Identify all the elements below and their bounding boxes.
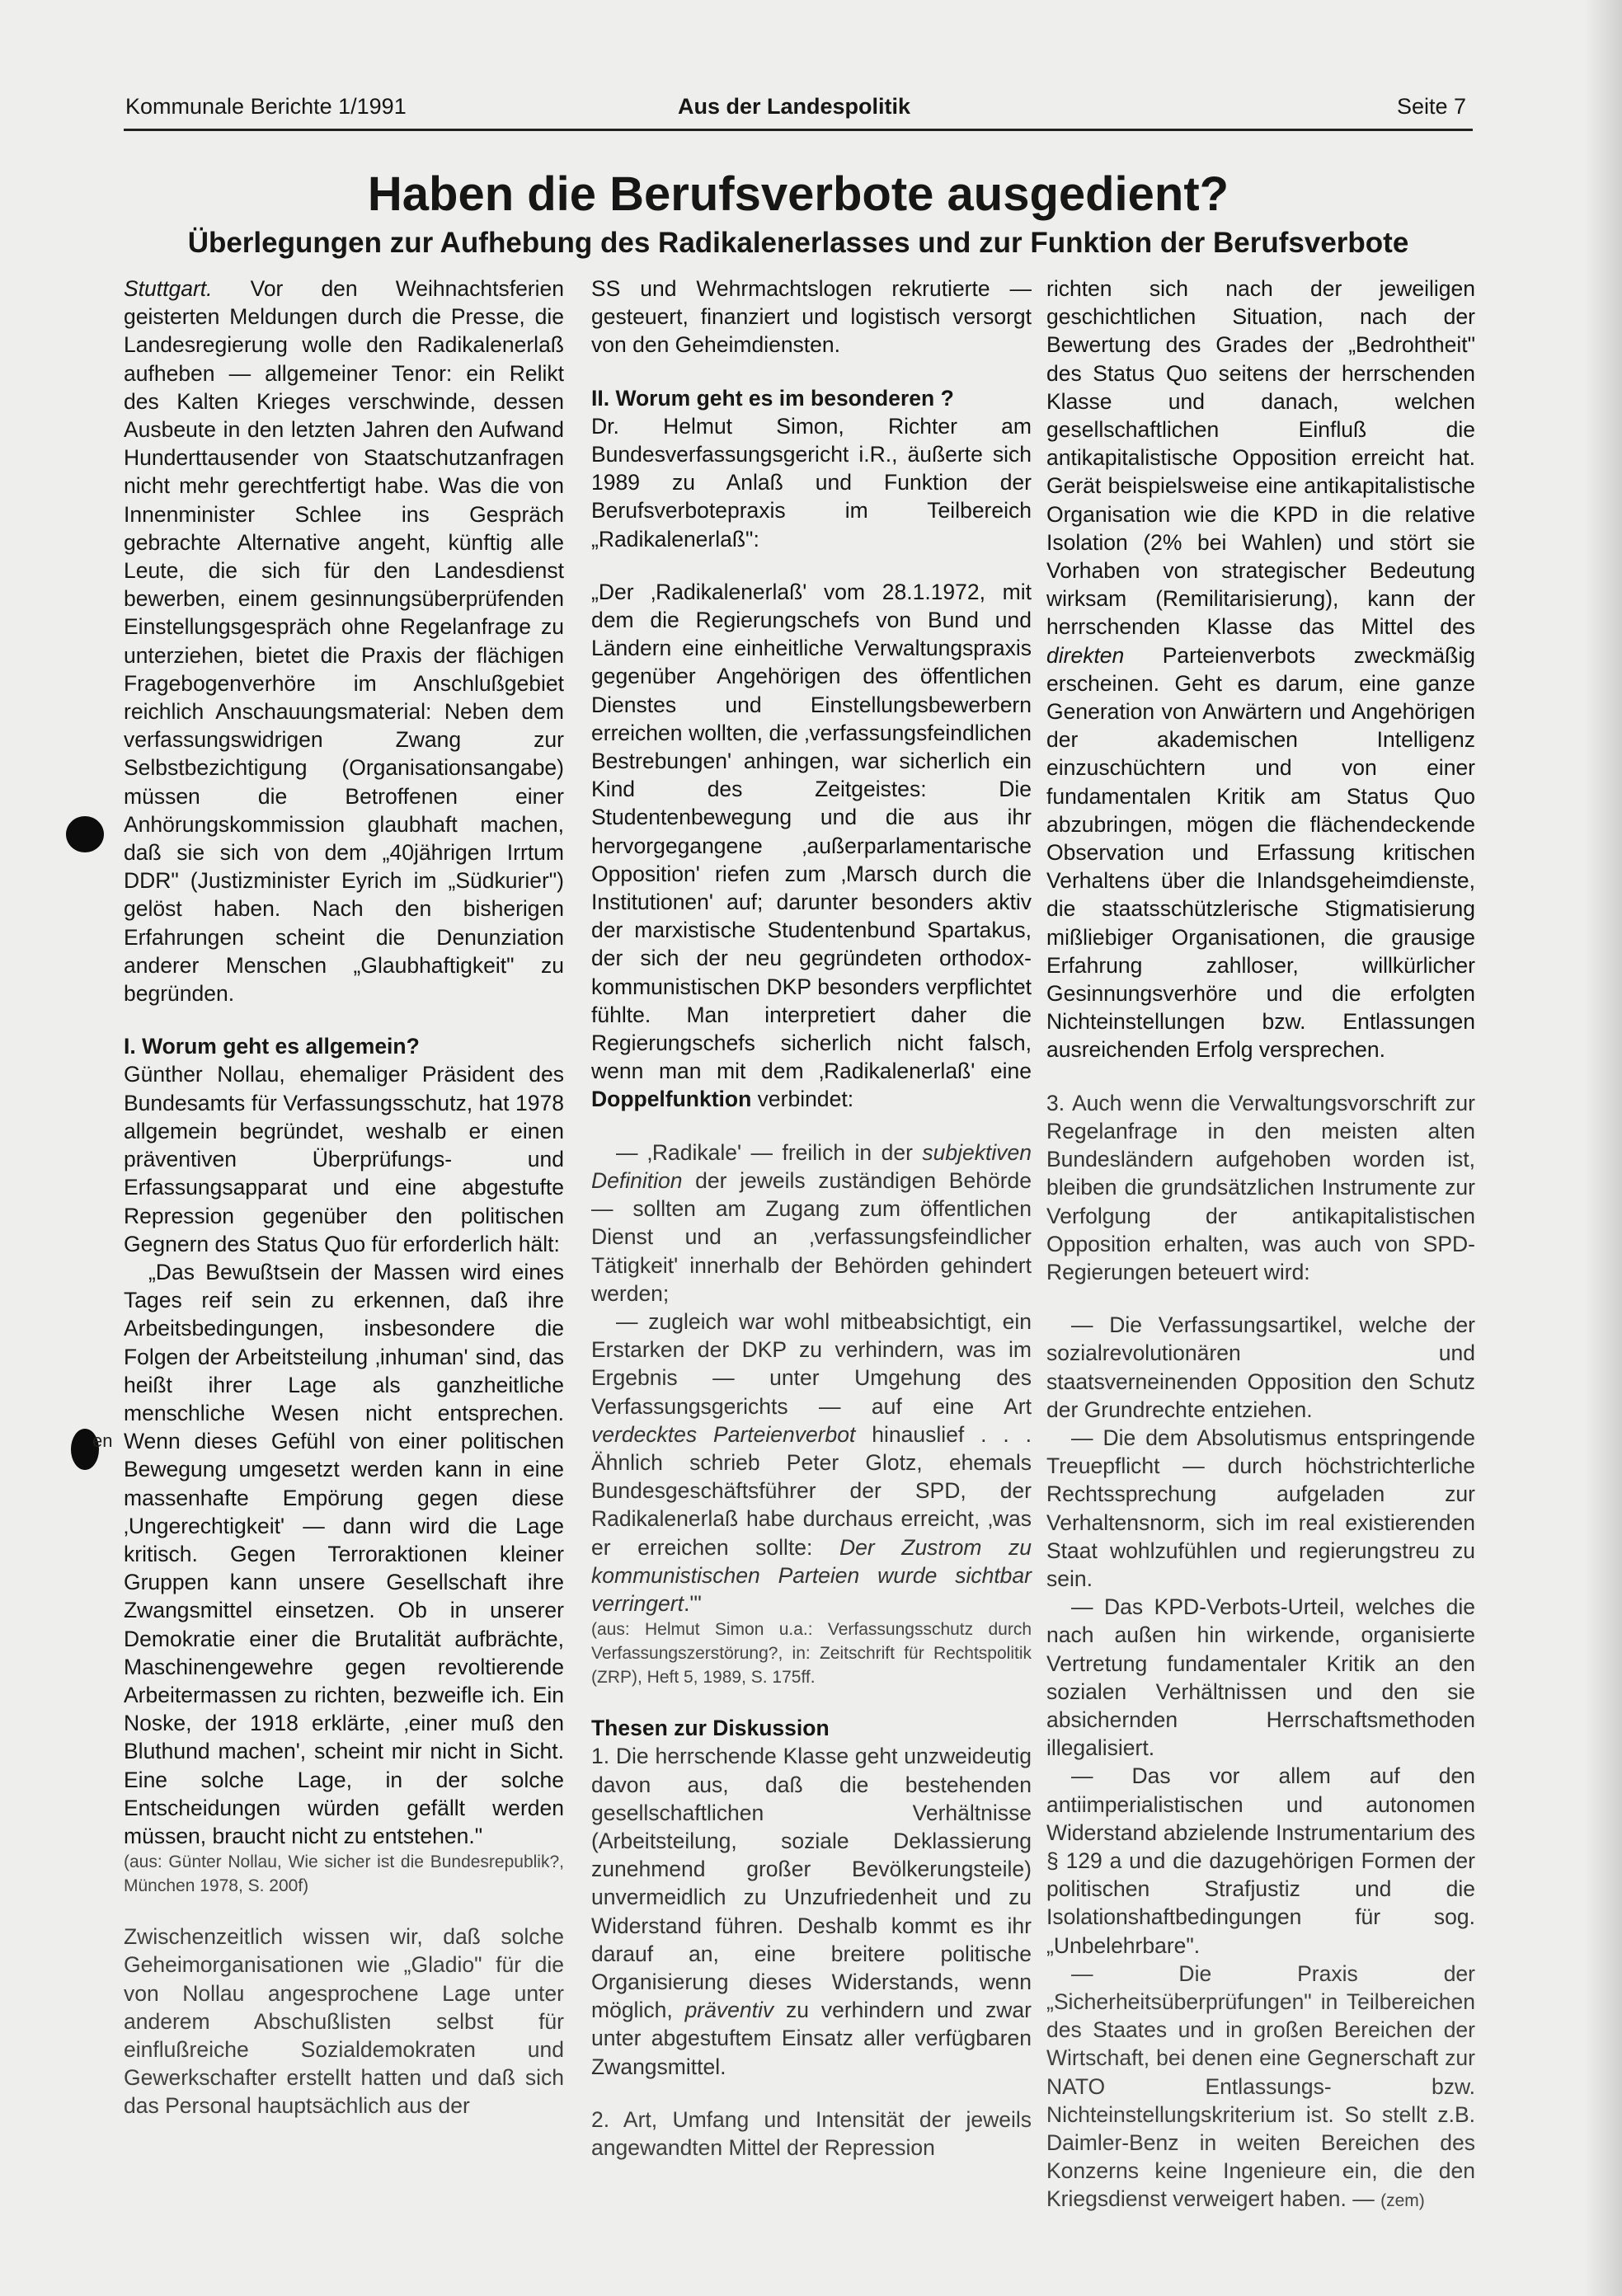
- page-edge-shadow: [1584, 0, 1622, 2296]
- quote-text: verbindet:: [751, 1087, 854, 1112]
- nollau-quote: „Das Bewußtsein der Massen wird eines Tages reif sein zu erkennen, daß ihre Arbeitsbedingungen, insbesondere die Folgen der Arbeitsteilung ‚inhuman' sind, das heißt ihrer Lage als ganzheitliche menschliche Wesen nicht entsprechen. Wenn dieses Gefühl von einer politischen Bewegung umgesetzt werden kann in eine massenhafte Empörung gegen diese ‚Ungerechtigkeit' — dann wird die Lage kritisch. Gegen Terroraktionen kleiner Gruppen kann unsere Gesellschaft ihre Zwangsmittel einsetzen. Ob in unserer Demokratie einer die Brutalität aufbrächte, Maschinengewehre gegen revoltierende Arbeitermassen zu richten, bezweifle ich. Ein Noske, der 1918 erklärte, ‚einer muß den Bluthund machen', scheint mir nicht in Sicht. Eine solche Lage, in der solche Entscheidungen würden gefällt werden müssen, braucht nicht zu entstehen.": [124, 1259, 564, 1848]
- quote-emphasis: verdecktes Parteienverbot: [591, 1421, 856, 1447]
- quote-item: [591, 1308, 1032, 1618]
- quote-item: [591, 1139, 1032, 1308]
- paragraph: Günther Nollau, ehemaliger Präsident des Bundesamts für Verfassungsschutz, hat 1978 allgemein begründet, weshalb er einen präventiven Überprüfungs- und Erfassungsapparat und eine abgestufte Repression gegenüber den politischen Gegnern des Status Quo für erforderlich hält:: [124, 1062, 564, 1256]
- quote-text: „Der ‚Radikalenerlaß' vom 28.1.1972, mit dem die Regierungschefs von Bund und Ländern eine einheitliche Verwaltungspraxis gegenüber Angehörigen des öffentlichen Dienstes und Einstellungsbewerbern erreichen wollten, die ‚verfassungsfeindlichen Bestrebungen' anhingen, war sicherlich ein Kind des Zeitgeistes: Die Studentenbewegung und die aus ihr hervorgegangene ‚außerparlamentarische Opposition' riefen zum ‚Marsch durch die Institutionen' auf; darunter besonders aktiv der marxistische Studentenbund Spartakus, der sich der neu gegründeten orthodox-kommunistischen DKP besonders verpflichtet fühlte. Man interpretiert daher die Regierungschefs sicherlich nicht falsch, wenn man mit dem ‚Radikalenerlaß' eine: [591, 579, 1032, 1084]
- quote-emphasis: Der Zustrom zu kommunistischen Parteien wurde sichtbar verringert: [591, 1534, 1032, 1616]
- quote-text: .'": [683, 1590, 702, 1616]
- dash-item: [1046, 1960, 1475, 2214]
- punch-hole-mark: [66, 816, 104, 852]
- article-headline: Haben die Berufsverbote ausgedient?: [367, 167, 1229, 221]
- author-signature: (zem): [1380, 2191, 1425, 2211]
- quote-emphasis: subjektiven Definition: [591, 1139, 1032, 1193]
- section-title: Aus der Landespolitik: [678, 94, 911, 119]
- paragraph-text: Parteienverbots zweckmäßig erscheinen. Geht es darum, eine ganze Generation von Anwärtern und Angehörigen der akademischen Intelligenz einzuschüchtern und von einer fundamentalen Kritik am Status Quo abzubringen, mögen die flächendeckende Observation und Erfassung kritischen Verhaltens über die Inlandsgeheimdienste, die staatsschützlerische Stigmatisierung mißliebiger Organisationen, die grausige Erfahrung zahlloser, willkürlicher Gesinnungsverhöre und die erfolgten Nichteinstellungen bzw. Entlassungen ausreichenden Erfolg versprechen.: [1046, 642, 1475, 1063]
- quote-text: der jeweils zuständigen Behörde — sollten am Zugang zum öffentlichen Dienst und an ‚verfassungsfeindlicher Tätigkeit' innerhalb der Behörden gehindert werden;: [591, 1167, 1032, 1306]
- article-column-1: [124, 275, 564, 2120]
- article-subheadline: Überlegungen zur Aufhebung des Radikalenerlasses und zur Funktion der Berufsverbote: [187, 227, 1409, 259]
- thesis-1: [591, 1742, 1032, 2080]
- margin-fragment: en: [92, 1430, 113, 1451]
- dateline: Stuttgart.: [124, 276, 213, 301]
- source-citation: (aus: Günter Nollau, Wie sicher ist die Bundesrepublik?, München 1978, S. 200f): [124, 1852, 564, 1896]
- paragraph: Zwischenzeitlich wissen wir, daß solche Geheimorganisationen wie „Gladio" für die von Nollau angesprochene Lage unter anderem Abschußlisten selbst für einflußreiche Sozialdemokraten und Gewerkschafter erstellt hatten und daß sich das Personal hauptsächlich aus der: [124, 1924, 564, 2119]
- thesis-text: 1. Die herrschende Klasse geht unzweideutig davon aus, daß die bestehenden gesellschaftlichen Verhältnisse (Arbeitsteilung, soziale Deklassierung zunehmend großer Bevölkerungsteile) unvermeidlich zu Unzufriedenheit und zu Widerstand führen. Deshalb kommt es ihr darauf an, eine breitere politische Organisierung dieses Widerstands, wenn möglich,: [591, 1744, 1032, 2023]
- paragraph-text: richten sich nach der jeweiligen geschichtlichen Situation, nach der Bewertung des Grades der „Bedrohtheit" des Status Quo seitens der herrschenden Klasse und danach, welchen gesellschaftlichen Einfluß die antikapitalistische Opposition erreicht hat. Gerät beispielsweise eine antikapitalistische Organisation wie die KPD in die relative Isolation (2% bei Wahlen) und stört sie Vorhaben von strategischer Bedeutung wirksam (Remilitarisierung), kann der herrschenden Klasse das Mittel des: [1046, 276, 1475, 640]
- thesis-3: 3. Auch wenn die Verwaltungsvorschrift zur Regelanfrage in den meisten alten Bundesländern aufgehoben worden ist, bleiben die grundsätzlichen Instrumente zur Verfolgung der antikapitalistischen Opposition erhalten, was auch von SPD-Regierungen beteuert wird:: [1046, 1090, 1475, 1284]
- section-heading-2: II. Worum geht es im besonderen ?: [591, 385, 954, 411]
- thesis-emphasis: präventiv: [684, 1998, 774, 2023]
- paragraph: Dr. Helmut Simon, Richter am Bundesverfassungsgericht i.R., äußerte sich 1989 zu Anlaß und Funktion der Berufsverbotepraxis im Teilbereich „Radikalenerlaß":: [591, 413, 1032, 552]
- dash-item: — Die Verfassungsartikel, welche der sozialrevolutionären und staatsverneinenden Opposition den Schutz der Grundrechte entziehen.: [1046, 1312, 1475, 1422]
- thesis-2: 2. Art, Umfang und Intensität der jeweils angewandten Mittel der Repression: [591, 2106, 1032, 2160]
- publication-name: Kommunale Berichte 1/1991: [125, 94, 407, 119]
- dash-item: — Die dem Absolutismus entspringende Treuepflicht — durch höchstrichterliche Rechtssprechung aufgeladen zur Verhaltensnorm, sich im real existierenden Staat wohlzufühlen und regierungstreu zu sein.: [1046, 1425, 1475, 1591]
- running-header: [124, 87, 1473, 131]
- intro-text: Vor den Weihnachtsferien geisterten Meldungen durch die Presse, die Landesregierung wolle den Radikalenerlaß aufheben — allgemeiner Tenor: ein Relikt des Kalten Krieges verschwinde, dessen Ausbeute in den letzten Jahren den Aufwand Hunderttausender von Staatschutzanfragen nicht mehr gerechtfertigt habe. Was die von Innenminister Schlee ins Gespräch gebrachte Alternative angeht, künftig alle Leute, die sich für den Landesdienst bewerben, einem gesinnungsüberprüfenden Einstellungsgespräch ohne Regelanfrage zu unterziehen, bietet die Praxis der flächigen Fragebogenverhöre im Anschlußgebiet reichlich Anschauungsmaterial: Neben dem verfassungswidrigen Zwang zur Selbstbezichtigung (Organisationsangabe) müssen die Betroffenen einer Anhörungskommission glaubhaft machen, daß sie sich von dem „40jährigen Irrtum DDR" (Justizminister Eyrich im „Südkurier") gelöst haben. Nach den bisherigen Erfahrungen scheint die Denunziation anderer Menschen „Glaubhaftigkeit" zu begründen.: [124, 276, 564, 1007]
- quote-text: — zugleich war wohl mitbeabsichtigt, ein Erstarken der DKP zu verhindern, was im Ergebnis — unter Umgehung des Verfassungsgerichts — auf eine Art: [591, 1308, 1032, 1419]
- paragraph: SS und Wehrmachtslogen rekrutierte — gesteuert, finanziert und logistisch versorgt von den Geheimdiensten.: [591, 276, 1032, 358]
- page-number: Seite 7: [1396, 94, 1466, 119]
- dash-item: — Das vor allem auf den antiimperialistischen und autonomen Widerstand abzielende Instrumentarium des § 129 a und die dazugehörigen Formen der politischen Strafjustiz und die Isolationshaftbedingungen für sog. „Unbelehrbare".: [1046, 1763, 1475, 1958]
- simon-quote: [591, 578, 1032, 1114]
- quote-bold-term: Doppelfunktion: [591, 1087, 752, 1112]
- intro-paragraph: [124, 275, 564, 1007]
- section-heading-1: I. Worum geht es allgemein?: [124, 1034, 420, 1059]
- thesis-text: zu verhindern und zwar unter abgestuftem Einsatz aller verfügbaren Zwangsmittel.: [591, 1998, 1032, 2079]
- dash-item: — Das KPD-Verbots-Urteil, welches die nach außen hin wirkende, organisierte Vertretung fundamentaler Kritik an den sozialen Verhältnissen und den sie absichernden Herrschaftsmethoden illegalisiert.: [1046, 1594, 1475, 1761]
- article-column-3: [1046, 275, 1475, 2214]
- quote-text: hinauslief . . . Ähnlich schrieb Peter Glotz, ehemals Bundesgeschäftsführer der SPD, der Radikalenerlaß habe durchaus erreicht, ‚was er erreichen sollte:: [591, 1421, 1032, 1560]
- source-citation: (aus: Helmut Simon u.a.: Verfassungsschutz durch Verfassungszerstörung?, in: Zeitschrift für Rechtspolitik (ZRP), Heft 5, 1989, S. 175ff.: [591, 1620, 1032, 1688]
- article-column-2: [591, 275, 1032, 2162]
- quote-text: — ‚Radikale' — freilich in der: [616, 1139, 923, 1165]
- paragraph: [1046, 275, 1475, 1064]
- section-heading-theses: Thesen zur Diskussion: [591, 1716, 830, 1741]
- paragraph-emphasis: direkten: [1046, 642, 1125, 668]
- dash-item-text: — Die Praxis der „Sicherheitsüberprüfungen" in Teilbereichen des Staates und in großen Bereichen der Wirtschaft, bei denen eine Gegnerschaft zur NATO Entlassungs- bzw. Nichteinstellungskriterium ist. So stellt z.B. Daimler-Benz in weiten Bereichen des Konzerns keine Ingenieure ein, die den Kriegsdienst verweigert haben. —: [1046, 1960, 1475, 2212]
